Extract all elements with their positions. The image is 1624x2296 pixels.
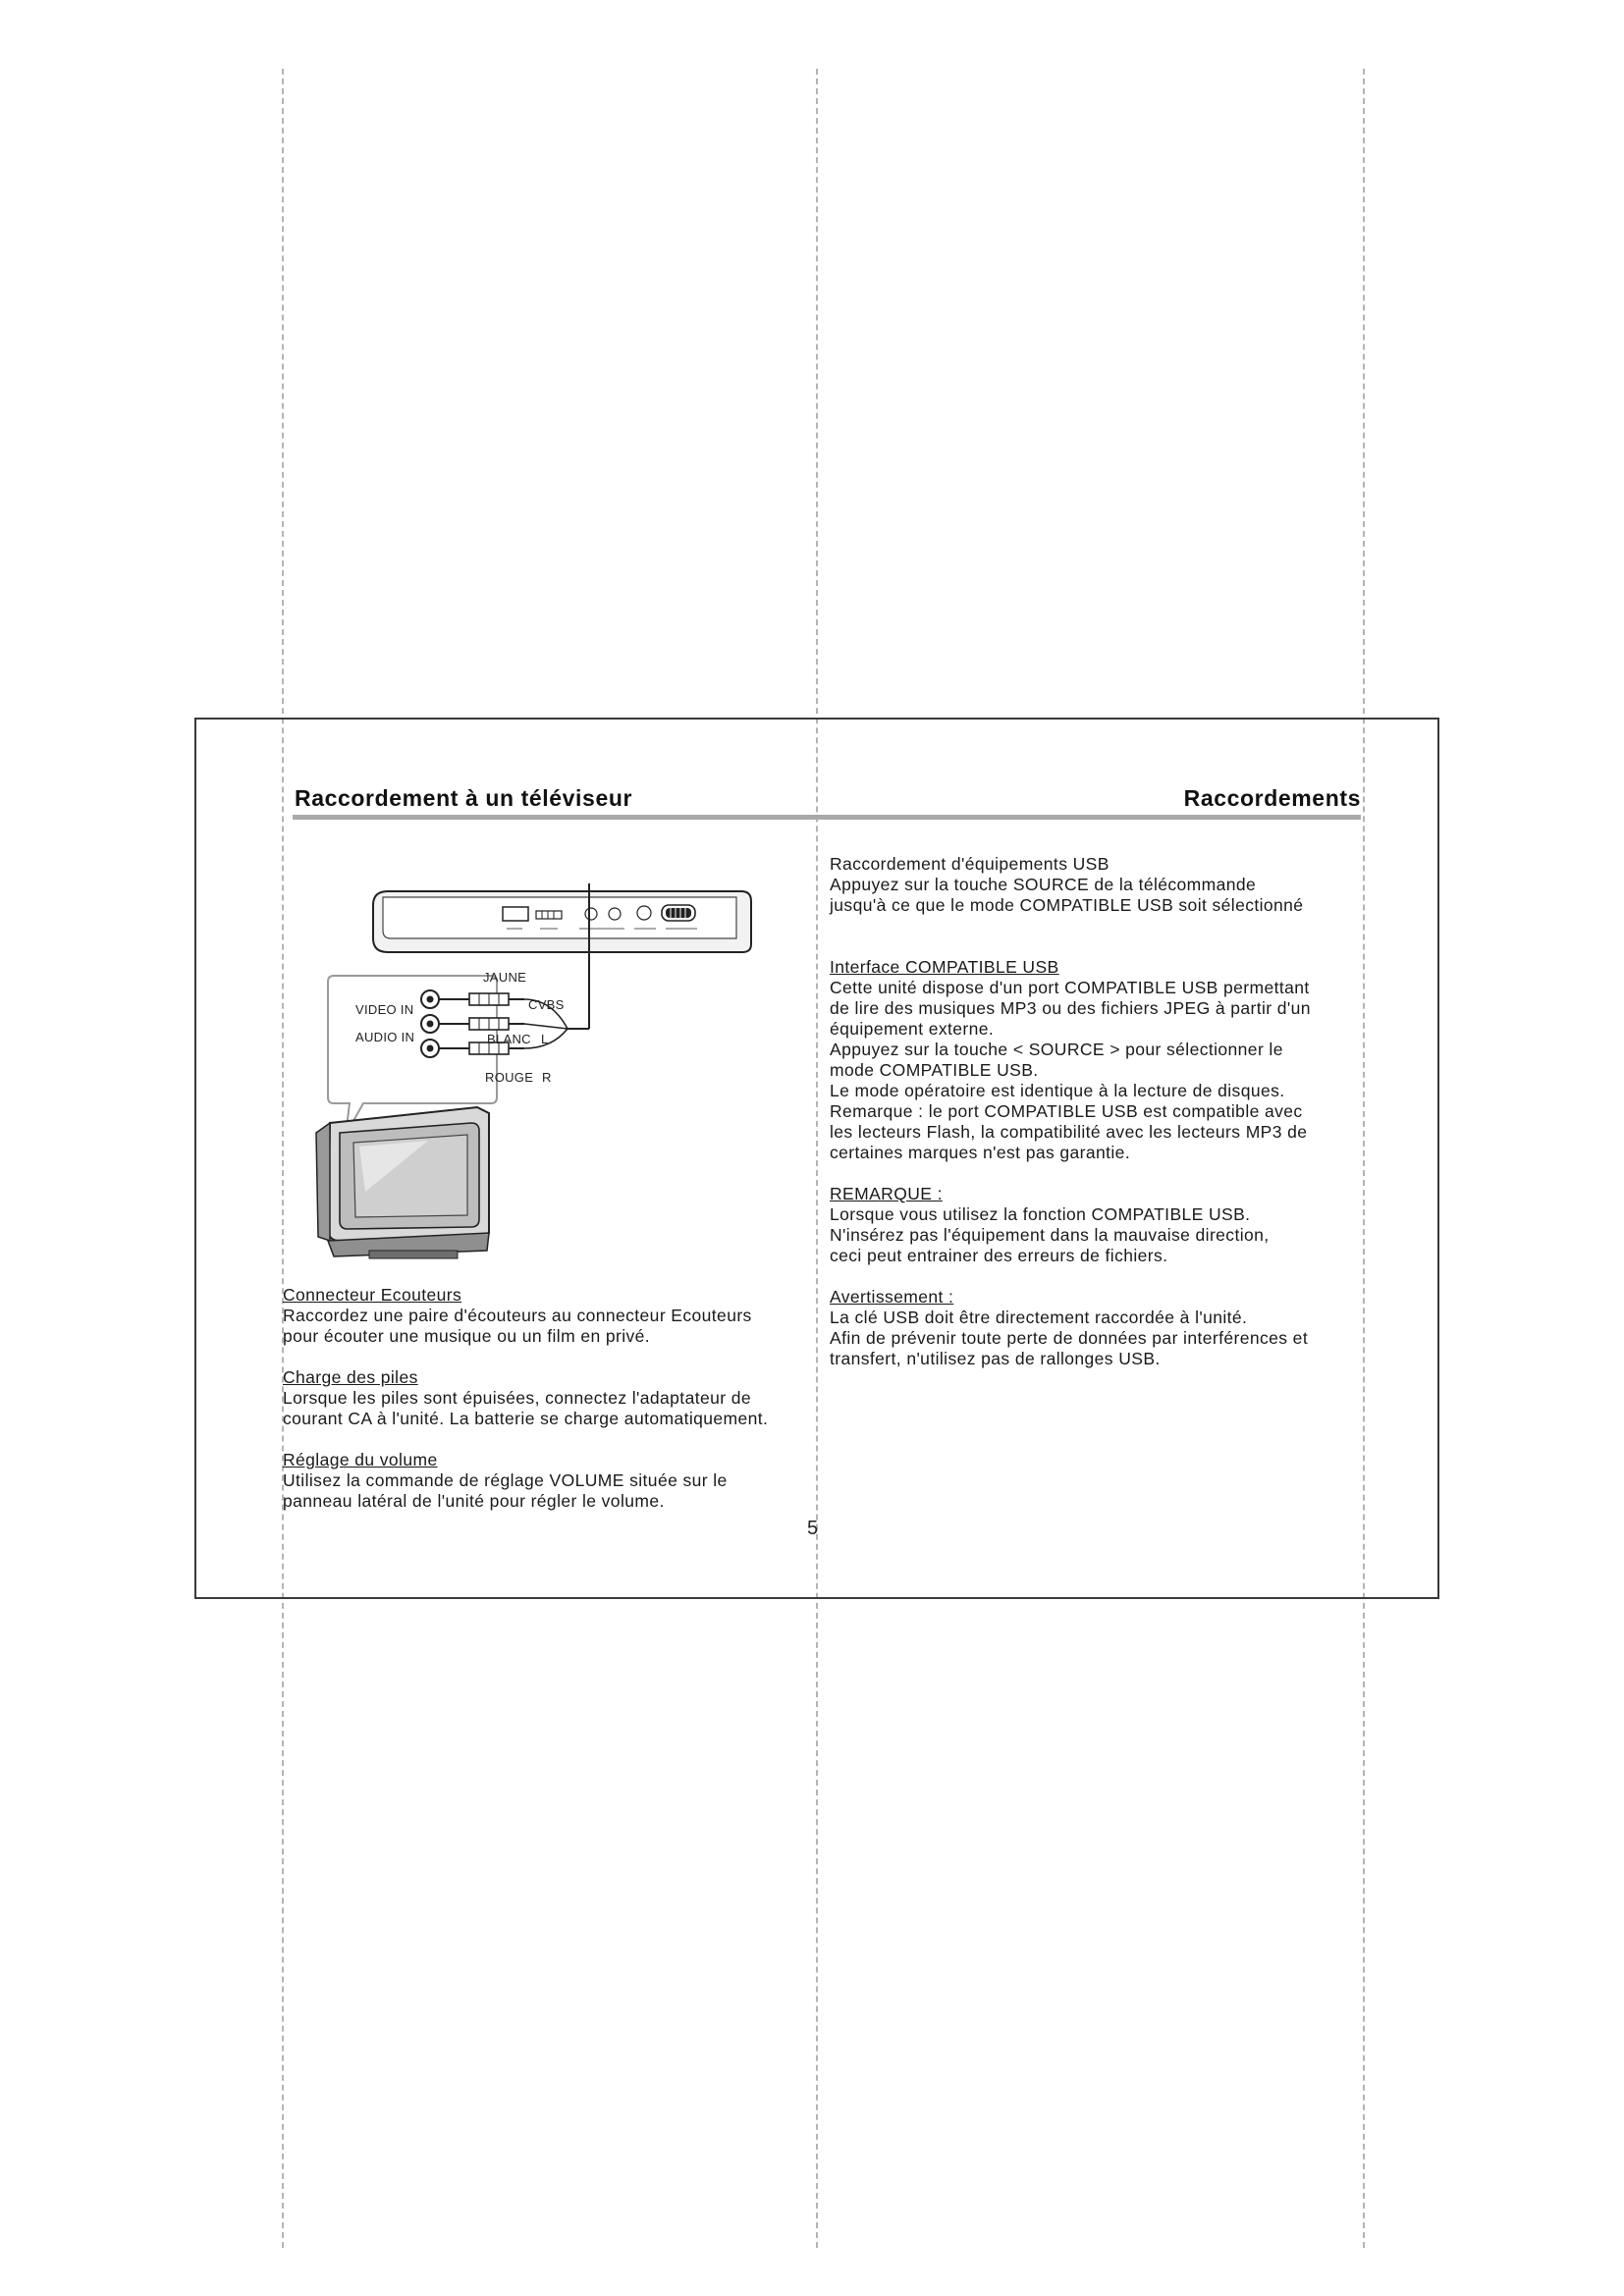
text-line: Le mode opératoire est identique à la lecture de disques. [830, 1081, 1285, 1100]
text-line: panneau latéral de l'unité pour régler le volume. [283, 1491, 665, 1511]
text-line: Appuyez sur la touche < SOURCE > pour sélectionner le [830, 1040, 1283, 1059]
page-title-right: Raccordements [1183, 785, 1361, 811]
dvd-player-icon [373, 891, 751, 952]
text-line: certaines marques n'est pas garantie. [830, 1143, 1131, 1162]
text-line: jusqu'à ce que le mode COMPATIBLE USB soit sélectionné [830, 895, 1304, 915]
text-line: Raccordez une paire d'écouteurs au connecteur Ecouteurs [283, 1306, 752, 1325]
left-column [283, 1285, 823, 1512]
label-rouge: ROUGE [485, 1070, 534, 1085]
section-title-usb-interface: Interface COMPATIBLE USB [830, 957, 1059, 977]
section-title-avertissement: Avertissement : [830, 1287, 954, 1307]
section-title-usb-connection: Raccordement d'équipements USB [830, 854, 1110, 874]
tv-icon [316, 1107, 489, 1258]
text-line: pour écouter une musique ou un film en privé. [283, 1326, 651, 1346]
label-l: L [541, 1032, 549, 1046]
text-line: Afin de prévenir toute perte de données par interférences et [830, 1328, 1309, 1348]
section-title-remarque: REMARQUE : [830, 1184, 943, 1203]
text-line: de lire des musiques MP3 ou des fichiers JPEG à partir d'un [830, 998, 1311, 1018]
page-title-left: Raccordement à un téléviseur [295, 785, 633, 811]
text-line: Utilisez la commande de réglage VOLUME située sur le [283, 1470, 728, 1490]
label-cvbs: CVBS [528, 997, 565, 1012]
section-title-volume: Réglage du volume [283, 1450, 438, 1469]
section-title-battery: Charge des piles [283, 1367, 418, 1387]
label-blanc: BLANC [487, 1032, 531, 1046]
section-title-headphones: Connecteur Ecouteurs [283, 1285, 462, 1305]
header-rule [293, 815, 1361, 820]
text-line: La clé USB doit être directement raccordée à l'unité. [830, 1308, 1248, 1327]
label-r: R [542, 1070, 552, 1085]
text-line: les lecteurs Flash, la compatibilité avec les lecteurs MP3 de [830, 1122, 1308, 1142]
label-audio-in: AUDIO IN [355, 1030, 415, 1044]
label-jaune: JAUNE [483, 970, 527, 985]
text-line: mode COMPATIBLE USB. [830, 1060, 1039, 1080]
text-line: Lorsque les piles sont épuisées, connectez l'adaptateur de [283, 1388, 751, 1408]
text-line: Cette unité dispose d'un port COMPATIBLE USB permettant [830, 978, 1310, 997]
tv-connection-diagram [295, 883, 805, 1266]
text-line: N'insérez pas l'équipement dans la mauvaise direction, [830, 1225, 1270, 1245]
text-line: Appuyez sur la touche SOURCE de la télécommande [830, 875, 1257, 894]
text-line: courant CA à l'unité. La batterie se charge automatiquement. [283, 1409, 769, 1428]
page-number: 5 [807, 1518, 819, 1539]
text-line: équipement externe. [830, 1019, 995, 1039]
right-column [830, 854, 1360, 1369]
text-line: Remarque : le port COMPATIBLE USB est compatible avec [830, 1101, 1303, 1121]
label-video-in: VIDEO IN [355, 1002, 414, 1017]
text-line: transfert, n'utilisez pas de rallonges USB. [830, 1349, 1161, 1368]
text-line: Lorsque vous utilisez la fonction COMPATIBLE USB. [830, 1204, 1251, 1224]
text-line: ceci peut entrainer des erreurs de fichiers. [830, 1246, 1168, 1265]
